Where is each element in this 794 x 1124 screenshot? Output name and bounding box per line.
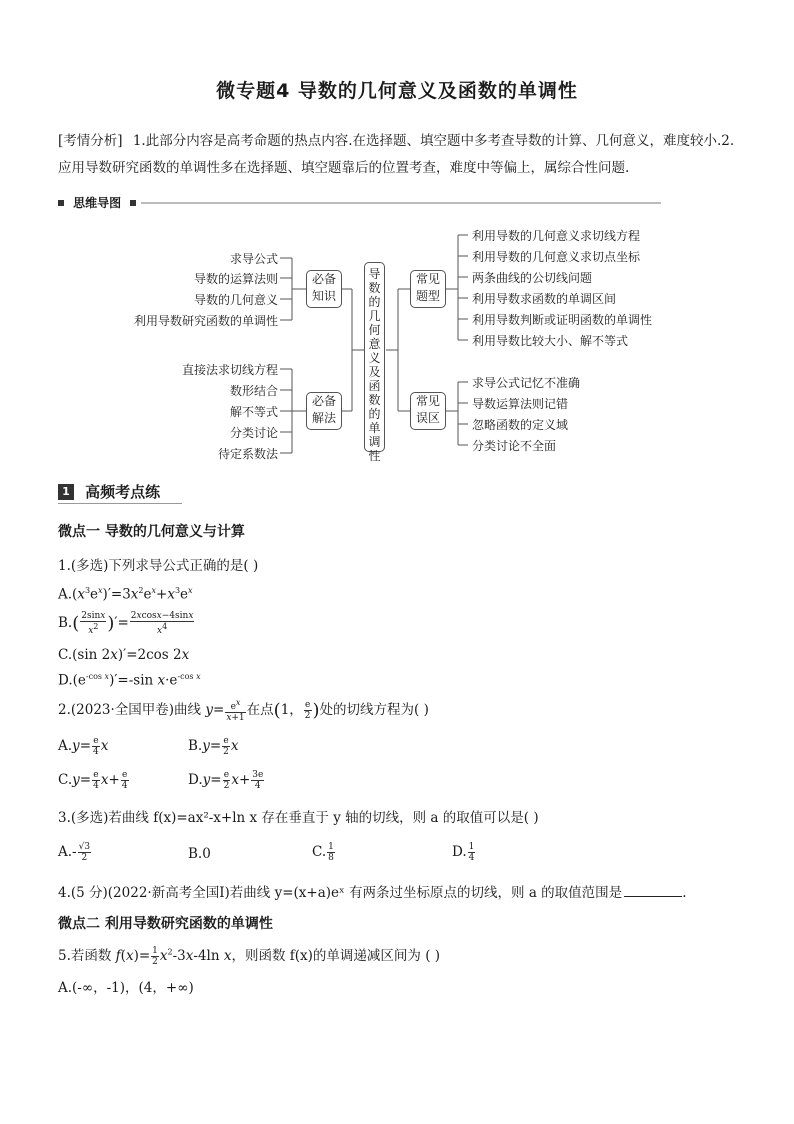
section-underline (58, 503, 182, 504)
point2-title: 微点二 利用导数研究函数的单调性 (58, 916, 273, 932)
mindmap-lines (0, 0, 794, 470)
q3-option-a: A.- $\frac{√3}{2}$ (58, 842, 91, 863)
section-title: 高频考点练 (85, 483, 161, 501)
q2-stem-a: 2.(2023·全国甲卷)曲线 (58, 702, 206, 718)
mm-lb-item: 分类讨论 (229, 426, 278, 440)
mm-box-mistakes (410, 392, 446, 430)
q2-stem: 2.(2023·全国甲卷)曲线 y= $\frac{e^x}{x+1}$ 在点(1， $\frac{e}{2}$ )处的切线方程为( ) (58, 698, 429, 723)
analysis-label: [考情分析] (58, 133, 123, 149)
mm-lt-item: 利用导数研究函数的单调性 (133, 314, 278, 328)
q2-option-b: B.y= $\frac{e}{2}$ x (188, 736, 239, 757)
mm-rb-item: 导数运算法则记错 (472, 397, 569, 411)
q5-option-a: A.(-∞，-1)，(4，+∞) (58, 980, 194, 996)
mm-box-knowledge-label: 必备知识 (311, 272, 336, 303)
mm-rt-item: 两条曲线的公切线问题 (472, 271, 593, 285)
mm-lt-item: 导数的运算法则 (193, 272, 278, 286)
mm-rt-item: 利用导数比较大小、解不等式 (472, 334, 629, 348)
mm-rb-item: 忽略函数的定义域 (472, 418, 569, 432)
q2-option-a: A.y= $\frac{e}{4}$ x (58, 736, 109, 757)
mm-box-mistakes-label: 常见误区 (415, 394, 440, 425)
mm-rt-item: 利用导数的几何意义求切线方程 (472, 229, 641, 243)
q3-option-c: C. $\frac{1}{8}$ (312, 842, 334, 863)
section-badge: 1 (58, 484, 74, 500)
q3-stem: 3.(多选)若曲线 f(x)=ax²-x+ln x 存在垂直于 y 轴的切线，则 a 的取值可以是( ) (58, 810, 539, 826)
mm-lb-item: 数形结合 (229, 384, 278, 398)
q4-stem: 4.(5 分)(2022·新高考全国Ⅰ)若曲线 y=(x+a)eˣ 有两条过坐标原点的切线，则 a 的取值范围是 . (58, 885, 687, 901)
mm-box-knowledge (306, 270, 342, 308)
q2-stem-b: 处的切线方程为( ) (319, 702, 429, 718)
q5-stem-b: ，则函数 f(x)的单调递减区间为 ( ) (231, 948, 441, 964)
q5-stem: 5.若函数 f(x)= $\frac{1}{2}$ $x^2-3x-4\ln$ x，则函数 f(x)的单调递减区间为 ( ) (58, 946, 441, 967)
q3-option-b: B.0 (188, 846, 211, 862)
mm-rt-item: 利用导数判断或证明函数的单调性 (472, 313, 653, 327)
q4-answer-blank[interactable] (624, 884, 682, 897)
mm-rt-item: 利用导数的几何意义求切点坐标 (472, 250, 641, 264)
page-title: 微专题4 导数的几何意义及函数的单调性 (216, 80, 578, 102)
mm-rb-item: 分类讨论不全面 (472, 439, 557, 453)
mm-rb-item: 求导公式记忆不准确 (472, 376, 581, 390)
mm-box-methods (306, 392, 342, 430)
mm-lt-item: 求导公式 (229, 252, 278, 266)
mm-lb-item: 解不等式 (229, 405, 278, 419)
mm-lb-item: 待定系数法 (217, 447, 278, 461)
mm-center-box (364, 262, 385, 463)
mm-center-label: 导数的几何意义及函数的单调性 (368, 267, 381, 463)
mm-lb-item: 直接法求切线方程 (181, 363, 278, 377)
mindmap-header-label: 思维导图 (73, 196, 122, 210)
q2-option-d: D.y= $\frac{e}{2}$ x+ $\frac{3e}{4}$ (188, 770, 264, 791)
mm-box-types (410, 270, 446, 308)
q1-stem: 1.(多选)下列求导公式正确的是( ) (58, 558, 259, 574)
q1-option-b: B.( $\frac{2\sin x}{x^2}$ )′= $\frac{2xcosx-4\sin x}{x^4}$ (58, 611, 194, 636)
section-header (58, 481, 160, 505)
q1-option-c: C.(sin 2x)′=2cos 2x (58, 647, 190, 663)
q1-option-d: $D.(e^{-cos x})'=-\sin$ $x\cdot e^{-cos x}$ (58, 672, 201, 689)
q4-stem-text: 4.(5 分)(2022·新高考全国Ⅰ)若曲线 y=(x+a)eˣ 有两条过坐标原点的切线，则 a 的取值范围是 (58, 885, 623, 901)
mm-box-methods-label: 必备解法 (311, 394, 336, 425)
mm-box-types-label: 常见题型 (415, 272, 440, 303)
analysis-text: 1.此部分内容是高考命题的热点内容.在选择题、填空题中多考查导数的计算、几何意义，难度较小.2.应用导数研究函数的单调性多在选择题、填空题靠后的位置考查，难度中等偏上，属综合性问题. (58, 133, 735, 176)
q2-option-c: C.y= $\frac{e}{4}$ x+ $\frac{e}{4}$ (58, 770, 128, 791)
q3-option-d: D. $\frac{1}{4}$ (452, 842, 475, 863)
mm-lt-item: 导数的几何意义 (193, 293, 278, 307)
mm-rt-item: 利用导数求函数的单调区间 (472, 292, 617, 306)
point1-title: 微点一 导数的几何意义与计算 (58, 524, 245, 540)
q1-option-a: $A.(x^3e^x)'=3x^2e^x+x^3e^x$ (58, 586, 193, 603)
